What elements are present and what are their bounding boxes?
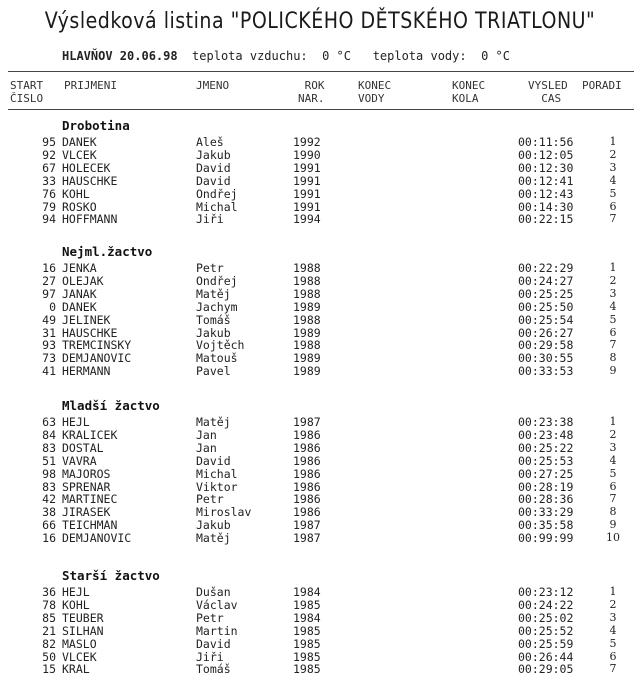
surname: HAUSCHKE — [62, 173, 118, 188]
surname: VAVRA — [62, 453, 97, 468]
start-number: 92 — [42, 147, 56, 162]
place-rank: 2 — [609, 427, 617, 441]
start-number: 16 — [42, 261, 56, 275]
birth-year: 1986 — [293, 466, 321, 481]
result-time: 00:29:05 — [518, 662, 574, 677]
result-time: 00:25:25 — [518, 286, 574, 301]
start-number: 16 — [42, 531, 56, 546]
start-number: 15 — [42, 662, 56, 677]
first-name: Dušan — [196, 585, 231, 599]
table-row — [0, 314, 640, 326]
first-name: Miroslav — [196, 505, 252, 520]
place-rank: 5 — [609, 466, 617, 480]
water-temp-label: teplota vody: — [372, 49, 467, 63]
start-number: 33 — [42, 173, 56, 188]
table-row — [0, 468, 640, 480]
place-rank: 6 — [609, 479, 617, 493]
start-number: 76 — [42, 186, 56, 201]
result-time: 00:22:29 — [518, 261, 574, 275]
first-name: Jachym — [196, 299, 238, 314]
place-rank: 4 — [609, 623, 617, 637]
category-heading: Mladší žactvo — [62, 398, 160, 413]
first-name: Jiři — [196, 649, 224, 664]
document-title: Výsledková listina "POLICKÉHO DĚTSKÉHO TRIATLONU" — [44, 8, 596, 34]
start-number: 78 — [42, 597, 56, 612]
table-row — [0, 625, 640, 637]
table-row — [0, 188, 640, 200]
birth-year: 1987 — [293, 531, 321, 546]
header-water: KONEC VODY — [358, 79, 392, 105]
water-temp-value: 0 °C — [481, 49, 510, 63]
result-time: 00:33:29 — [518, 505, 574, 520]
birth-year: 1989 — [293, 299, 321, 314]
result-time: 00:12:30 — [518, 160, 574, 175]
first-name: Aleš — [196, 135, 224, 149]
category-heading: Starší žactvo — [62, 568, 160, 583]
birth-year: 1984 — [293, 610, 321, 625]
place-rank: 7 — [609, 662, 617, 676]
surname: HOFFMANN — [62, 212, 118, 227]
first-name: Ondřej — [196, 273, 238, 288]
table-row — [0, 301, 640, 313]
birth-year: 1986 — [293, 505, 321, 520]
first-name: Jakub — [196, 147, 231, 162]
birth-year: 1991 — [293, 160, 321, 175]
first-name: Jakub — [196, 518, 231, 533]
table-row — [0, 481, 640, 493]
result-time: 00:33:53 — [518, 364, 574, 379]
surname: DEMJANOVIC — [62, 531, 132, 546]
surname: KOHL — [62, 597, 90, 612]
header-surname: PRIJMENI — [64, 79, 117, 92]
start-number: 79 — [42, 199, 56, 214]
result-time: 00:12:43 — [518, 186, 574, 201]
birth-year: 1988 — [293, 273, 321, 288]
surname: JELINEK — [62, 312, 111, 327]
result-time: 00:25:02 — [518, 610, 574, 625]
birth-year: 1984 — [293, 585, 321, 599]
surname: ROSKO — [62, 199, 97, 214]
birth-year: 1992 — [293, 135, 321, 149]
table-row — [0, 262, 640, 274]
result-time: 00:30:55 — [518, 351, 574, 366]
birth-year: 1988 — [293, 338, 321, 353]
birth-year: 1986 — [293, 440, 321, 455]
start-number: 83 — [42, 479, 56, 494]
place-rank: 7 — [609, 212, 617, 226]
place-rank: 7 — [609, 492, 617, 506]
table-row — [0, 442, 640, 454]
surname: TREMCINSKY — [62, 338, 132, 353]
first-name: Matouš — [196, 351, 238, 366]
surname: TEICHMAN — [62, 518, 118, 533]
birth-year: 1991 — [293, 199, 321, 214]
place-rank: 7 — [609, 338, 617, 352]
first-name: Petr — [196, 492, 224, 507]
place-rank: 1 — [609, 135, 617, 148]
place-rank: 9 — [609, 364, 617, 378]
start-number: 49 — [42, 312, 56, 327]
start-number: 97 — [42, 286, 56, 301]
place-rank: 4 — [609, 299, 617, 313]
first-name: Michal — [196, 199, 238, 214]
place-rank: 2 — [609, 147, 617, 161]
place-rank: 2 — [609, 597, 617, 611]
birth-year: 1987 — [293, 518, 321, 533]
header-place: PORADI — [582, 79, 622, 92]
place-rank: 8 — [609, 505, 617, 519]
birth-year: 1985 — [293, 636, 321, 651]
table-row — [0, 651, 640, 663]
surname: HOLECEK — [62, 160, 111, 175]
result-time: 00:99:99 — [518, 531, 574, 546]
place-rank: 10 — [606, 531, 620, 545]
result-time: 00:11:56 — [518, 135, 574, 149]
table-row — [0, 586, 640, 598]
start-number: 66 — [42, 518, 56, 533]
category-heading: Drobotina — [62, 118, 130, 133]
result-time: 00:25:54 — [518, 312, 574, 327]
start-number: 83 — [42, 440, 56, 455]
surname: OLEJAK — [62, 273, 104, 288]
start-number: 85 — [42, 610, 56, 625]
first-name: Tomáš — [196, 312, 231, 327]
table-row — [0, 416, 640, 428]
place-rank: 2 — [609, 273, 617, 287]
table-row — [0, 136, 640, 148]
start-number: 41 — [42, 364, 56, 379]
start-number: 36 — [42, 585, 56, 599]
first-name: Matěj — [196, 531, 231, 546]
birth-year: 1990 — [293, 147, 321, 162]
result-time: 00:28:36 — [518, 492, 574, 507]
place-rank: 4 — [609, 453, 617, 467]
header-result: VYSLED CAS — [528, 79, 568, 105]
start-number: 93 — [42, 338, 56, 353]
first-name: Matěj — [196, 286, 231, 301]
first-name: Ondřej — [196, 186, 238, 201]
surname: VLCEK — [62, 147, 97, 162]
start-number: 73 — [42, 351, 56, 366]
place-date: HLAVŇOV 20.06.98 — [62, 49, 178, 63]
first-name: Jan — [196, 427, 217, 442]
table-row — [0, 213, 640, 225]
first-name: Vojtěch — [196, 338, 245, 353]
start-number: 27 — [42, 273, 56, 288]
surname: HEJL — [62, 415, 90, 429]
birth-year: 1985 — [293, 649, 321, 664]
place-rank: 5 — [609, 636, 617, 650]
air-temp-label: teplota vzduchu: — [192, 49, 308, 63]
place-rank: 3 — [609, 440, 617, 454]
air-temp-value: 0 °C — [322, 49, 351, 63]
result-time: 00:26:27 — [518, 325, 574, 340]
result-time: 00:29:58 — [518, 338, 574, 353]
table-row — [0, 532, 640, 544]
start-number: 84 — [42, 427, 56, 442]
start-number: 95 — [42, 135, 56, 149]
first-name: Václav — [196, 597, 238, 612]
result-time: 00:23:38 — [518, 415, 574, 429]
table-row — [0, 612, 640, 624]
surname: VLCEK — [62, 649, 97, 664]
start-number: 63 — [42, 415, 56, 429]
header-bottom-rule — [8, 109, 634, 110]
first-name: Michal — [196, 466, 238, 481]
header-name: JMENO — [196, 79, 230, 92]
table-row — [0, 288, 640, 300]
birth-year: 1988 — [293, 286, 321, 301]
birth-year: 1989 — [293, 364, 321, 379]
table-row — [0, 365, 640, 377]
result-time: 00:24:22 — [518, 597, 574, 612]
surname: KRALICEK — [62, 427, 118, 442]
start-number: 21 — [42, 623, 56, 638]
first-name: David — [196, 453, 231, 468]
birth-year: 1986 — [293, 427, 321, 442]
place-rank: 4 — [609, 173, 617, 187]
table-row — [0, 455, 640, 467]
surname: HERMANN — [62, 364, 111, 379]
table-row — [0, 162, 640, 174]
result-time: 00:25:53 — [518, 453, 574, 468]
surname: DOSTAL — [62, 440, 104, 455]
birth-year: 1994 — [293, 212, 321, 227]
first-name: Tomáš — [196, 662, 231, 677]
first-name: David — [196, 160, 231, 175]
start-number: 94 — [42, 212, 56, 227]
first-name: Jan — [196, 440, 217, 455]
table-row — [0, 506, 640, 518]
result-time: 00:35:58 — [518, 518, 574, 533]
first-name: Petr — [196, 261, 224, 275]
table-row — [0, 663, 640, 675]
first-name: David — [196, 173, 231, 188]
result-time: 00:23:12 — [518, 585, 574, 599]
birth-year: 1991 — [293, 186, 321, 201]
result-time: 00:12:05 — [518, 147, 574, 162]
place-rank: 6 — [609, 649, 617, 663]
place-rank: 6 — [609, 199, 617, 213]
start-number: 31 — [42, 325, 56, 340]
place-rank: 3 — [609, 160, 617, 174]
start-number: 50 — [42, 649, 56, 664]
result-time: 00:14:30 — [518, 199, 574, 214]
surname: MAJOROS — [62, 466, 111, 481]
table-row — [0, 201, 640, 213]
first-name: Pavel — [196, 364, 231, 379]
start-number: 51 — [42, 453, 56, 468]
birth-year: 1989 — [293, 351, 321, 366]
result-time: 00:27:25 — [518, 466, 574, 481]
table-row — [0, 352, 640, 364]
surname: HEJL — [62, 585, 90, 599]
event-info — [62, 49, 510, 63]
result-time: 00:25:50 — [518, 299, 574, 314]
table-row — [0, 275, 640, 287]
table-row — [0, 638, 640, 650]
table-row — [0, 429, 640, 441]
first-name: Viktor — [196, 479, 238, 494]
result-time: 00:25:22 — [518, 440, 574, 455]
birth-year: 1987 — [293, 415, 321, 429]
result-time: 00:25:59 — [518, 636, 574, 651]
surname: DEMJANOVIC — [62, 351, 132, 366]
surname: SILHAN — [62, 623, 104, 638]
place-rank: 1 — [609, 585, 617, 598]
place-rank: 9 — [609, 518, 617, 532]
start-number: 67 — [42, 160, 56, 175]
birth-year: 1989 — [293, 325, 321, 340]
surname: KOHL — [62, 186, 90, 201]
place-rank: 1 — [609, 261, 617, 274]
surname: KRAL — [62, 662, 90, 677]
surname: SPRENAR — [62, 479, 111, 494]
header-year: ROK NAR. — [298, 79, 325, 105]
birth-year: 1986 — [293, 479, 321, 494]
table-row — [0, 519, 640, 531]
start-number: 0 — [49, 299, 56, 314]
table-row — [0, 149, 640, 161]
result-time: 00:26:44 — [518, 649, 574, 664]
table-row — [0, 327, 640, 339]
birth-year: 1991 — [293, 173, 321, 188]
birth-year: 1985 — [293, 623, 321, 638]
table-row — [0, 339, 640, 351]
header-bike: KONEC KOLA — [452, 79, 486, 105]
birth-year: 1986 — [293, 492, 321, 507]
place-rank: 3 — [609, 286, 617, 300]
table-row — [0, 175, 640, 187]
table-row — [0, 493, 640, 505]
place-rank: 8 — [609, 351, 617, 365]
surname: DANEK — [62, 299, 97, 314]
surname: DANEK — [62, 135, 97, 149]
birth-year: 1988 — [293, 261, 321, 275]
place-rank: 6 — [609, 325, 617, 339]
first-name: David — [196, 636, 231, 651]
surname: HAUSCHKE — [62, 325, 118, 340]
place-rank: 1 — [609, 415, 617, 428]
birth-year: 1986 — [293, 453, 321, 468]
birth-year: 1988 — [293, 312, 321, 327]
first-name: Jakub — [196, 325, 231, 340]
first-name: Martin — [196, 623, 238, 638]
result-time: 00:12:41 — [518, 173, 574, 188]
birth-year: 1985 — [293, 662, 321, 677]
start-number: 82 — [42, 636, 56, 651]
place-rank: 5 — [609, 186, 617, 200]
surname: JIRASEK — [62, 505, 111, 520]
category-heading: Nejml.žactvo — [62, 244, 153, 259]
place-rank: 3 — [609, 610, 617, 624]
result-time: 00:24:27 — [518, 273, 574, 288]
first-name: Jiři — [196, 212, 224, 227]
birth-year: 1985 — [293, 597, 321, 612]
surname: MASLO — [62, 636, 97, 651]
first-name: Petr — [196, 610, 224, 625]
start-number: 42 — [42, 492, 56, 507]
surname: JANAK — [62, 286, 97, 301]
result-time: 00:22:15 — [518, 212, 574, 227]
result-time: 00:25:52 — [518, 623, 574, 638]
table-row — [0, 599, 640, 611]
place-rank: 5 — [609, 312, 617, 326]
header-top-rule — [8, 71, 634, 72]
start-number: 98 — [42, 466, 56, 481]
surname: MARTINEC — [62, 492, 118, 507]
surname: JENKA — [62, 261, 97, 275]
start-number: 38 — [42, 505, 56, 520]
surname: TEUBER — [62, 610, 104, 625]
result-time: 00:23:48 — [518, 427, 574, 442]
result-time: 00:28:19 — [518, 479, 574, 494]
header-start: START ČISLO — [10, 79, 44, 105]
first-name: Matěj — [196, 415, 231, 429]
